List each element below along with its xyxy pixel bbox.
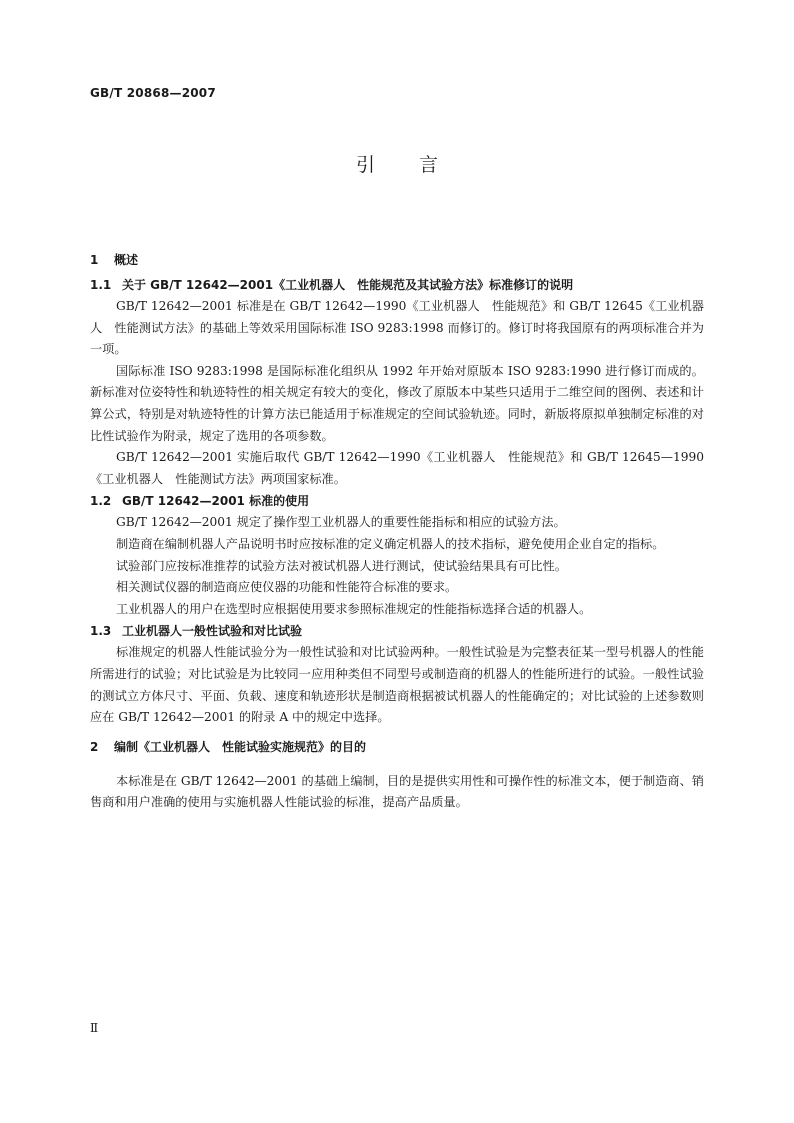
section-title: 编制《工业机器人 性能试验实施规范》的目的	[114, 739, 367, 754]
section-number: 2	[90, 739, 99, 754]
section-title: 关于 GB/T 12642—2001《工业机器人 性能规范及其试验方法》标准修订的说明	[122, 278, 574, 292]
section-title: GB/T 12642—2001 标准的使用	[122, 494, 310, 509]
section-number: 1	[90, 253, 99, 267]
paragraph: GB/T 12642—2001 实施后取代 GB/T 12642—1990《工业机器人 性能规范》和 GB/T 12645—1990《工业机器人 性能测试方法》两项国家标准。	[90, 450, 704, 486]
section-2-heading	[90, 737, 704, 757]
paragraph: 制造商在编制机器人产品说明书时应按标准的定义确定机器人的技术指标，避免使用企业自定的指标。	[116, 536, 665, 551]
section-1-heading	[90, 250, 704, 270]
paragraph: 标准规定的机器人性能试验分为一般性试验和对比试验两种。一般性试验是为完整表征某一型号机器人的性能所需进行的试验；对比试验是为比较同一应用种类但不同型号或制造商的机器人的性能所进行的试验。一般性试验的测试立方体尺寸、平面、负载、速度和轨迹形状是制造商根据被试机器人的性能确定的；对比试验的上述参数则应在 GB/T 12642—2001 的附录 A 中的规定中选择。	[90, 645, 704, 725]
section-1-3-heading	[90, 620, 704, 642]
page-number: Ⅱ	[90, 1021, 99, 1035]
document-body	[90, 250, 704, 814]
paragraph: 工业机器人的用户在选型时应根据使用要求参照标准规定的性能指标选择合适的机器人。	[116, 601, 592, 616]
paragraph: 本标准是在 GB/T 12642—2001 的基础上编制，目的是提供实用性和可操作性的标准文本，便于制造商、销售商和用户准确的使用与实施机器人性能试验的标准，提高产品质量。	[90, 773, 704, 810]
section-number: 1.2	[90, 494, 112, 509]
section-number: 1.3	[90, 624, 112, 639]
paragraph: GB/T 12642—2001 标准是在 GB/T 12642—1990《工业机器人 性能规范》和 GB/T 12645《工业机器人 性能测试方法》的基础上等效采用国际标准 ISO 9283:1998 而修订的。修订时将我国原有的两项标准合并为一项。	[90, 299, 704, 357]
standard-code: GB/T 20868—2007	[90, 86, 216, 100]
page-title: 引言	[355, 154, 482, 176]
paragraph: 试验部门应按标准推荐的试验方法对被试机器人进行测试，使试验结果具有可比性。	[116, 558, 567, 573]
section-number: 1.1	[90, 278, 112, 292]
section-title: 工业机器人一般性试验和对比试验	[122, 624, 303, 639]
section-1-1-heading	[90, 274, 704, 296]
paragraph: 国际标准 ISO 9283:1998 是国际标准化组织从 1992 年开始对原版本 ISO 9283:1990 进行修订而成的。新标准对位姿特性和轨迹特性的相关规定有较大的变化，修改了原版本中某些只适用于二维空间的图例、表述和计算公式，特别是对轨迹特性的计算方法已能适用于标准规定的空间试验轨迹。同时，新版将原拟单独制定标准的对比性试验作为附录，规定了选用的各项参数。	[90, 363, 704, 443]
section-title: 概述	[114, 253, 139, 267]
paragraph: 相关测试仪器的制造商应使仪器的功能和性能符合标准的要求。	[116, 580, 458, 595]
section-1-2-heading	[90, 490, 704, 512]
paragraph: GB/T 12642—2001 规定了操作型工业机器人的重要性能指标和相应的试验方法。	[116, 515, 566, 530]
